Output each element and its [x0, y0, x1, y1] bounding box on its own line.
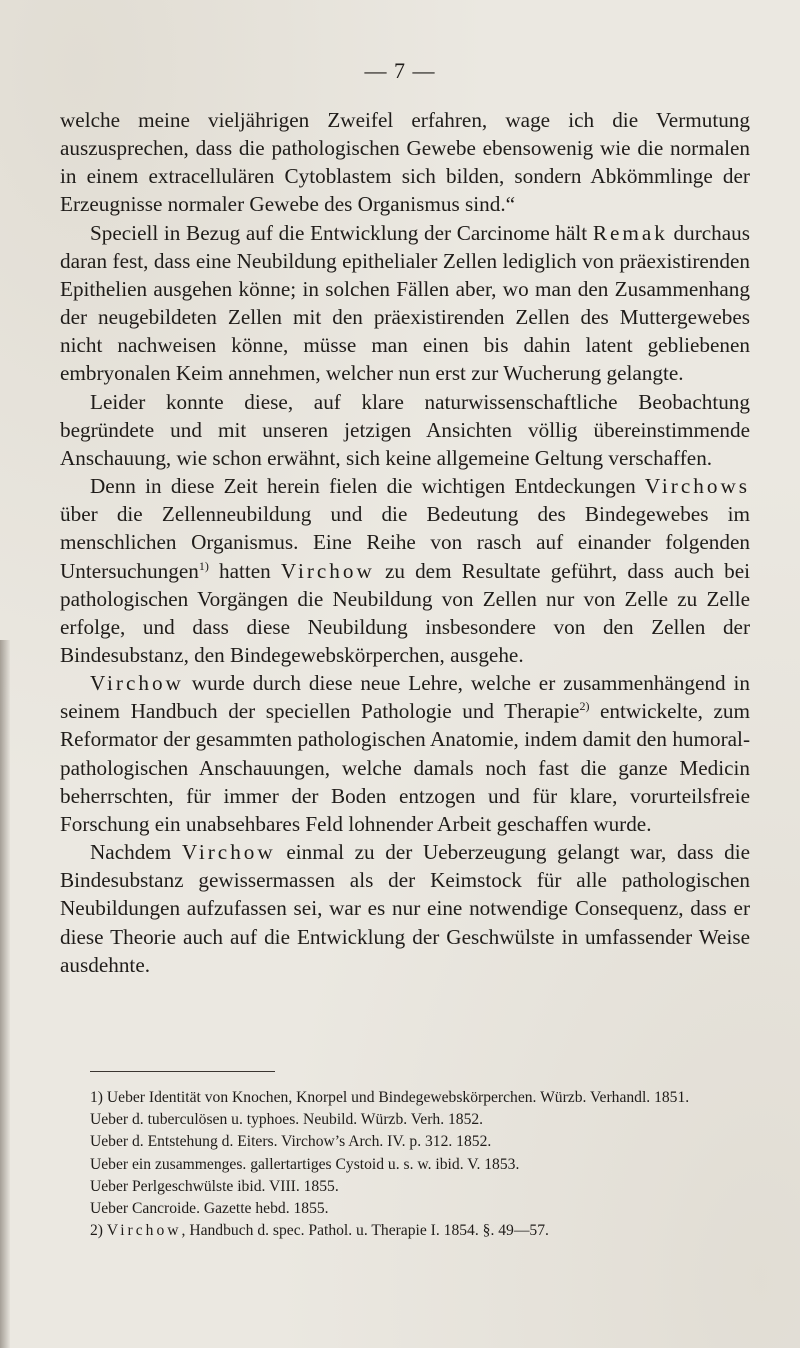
footnote-1-reference: Ueber ein zusammenges. gallertartiges Cystoid u. s. w. ibid. V. 1853.	[90, 1155, 520, 1173]
footnote-2	[60, 1220, 750, 1242]
footnote-1-reference: Ueber Cancroide. Gazette hebd. 1855.	[90, 1200, 329, 1218]
author-name-virchow: Virchow	[181, 840, 276, 865]
footnote-1-reference: Ueber Perlgeschwülste ibid. VIII. 1855.	[90, 1177, 339, 1195]
page-number: — 7 —	[364, 58, 436, 83]
paragraph-4-part-4: zu dem Resultate geführt, dass auch bei pathologischen Vorgängen die Neubildung von Zellen nur von Zelle zu Zelle erfolge, und dass diese Neubildung insbesondere von den Zellen der Bindesubstanz, den Bindegewebskörperchen, ausgehe.	[60, 558, 750, 667]
paragraph-5	[60, 669, 750, 838]
footnote-1-reference: Ueber d. tuberculösen u. typhoes. Neubild. Würzb. Verh. 1852.	[90, 1111, 484, 1129]
paragraph-2	[60, 219, 750, 388]
paragraph-1: welche meine vieljährigen Zweifel erfahren, wage ich die Vermutung auszusprechen, dass die pathologischen Gewebe ebensowenig wie die normalen in einem extracellulären Cytoblastem sich bilden, sondern Abkömmlinge der Erzeugnisse normaler Gewebe des Organismus sind.“	[60, 108, 750, 217]
footnote-2-number: 2)	[90, 1222, 107, 1240]
footnote-2-text: , Handbuch d. spec. Pathol. u. Therapie I. 1854. §. 49—57.	[181, 1222, 549, 1240]
paragraph-6-part-1: Nachdem	[90, 840, 182, 865]
footnote-1-reference: Ueber d. Entstehung d. Eiters. Virchow’s Arch. IV. p. 312. 1852.	[90, 1133, 492, 1151]
author-name-virchow: Virchow	[280, 558, 375, 583]
paragraph-3: Leider konnte diese, auf klare naturwissenschaftliche Beobachtung begründete und mit unseren jetzigen Ansichten völlig übereinstimmende Anschauung, wie schon erwähnt, sich keine allgemeine Geltung verschaffen.	[60, 389, 750, 470]
paragraph-5-part-1: wurde durch diese neue Lehre, welche er zusammenhängend in seinem Handbuch der speciellen Pathologie und Therapie	[60, 671, 750, 724]
paragraph-2-lead: Speciell in Bezug auf die Entwicklung der Carcinome hält	[90, 220, 593, 245]
paragraph-4	[60, 472, 750, 669]
page-spine-shadow	[0, 640, 10, 1348]
footnote-ref-2: 2)	[579, 699, 590, 714]
footnote-1: 1) Ueber Identität von Knochen, Knorpel und Bindegewebskörperchen. Würzb. Verhandl. 1851.	[90, 1089, 690, 1106]
paragraph-4-part-3: hatten	[208, 558, 281, 583]
paragraph-6-part-2: einmal zu der Ueberzeugung gelangt war, dass die Bindesubstanz gewissermassen als der Keimstock für alle pathologischen Neubildungen aufzufassen sei, war es nur eine notwendige Consequenz, dass er diese Theorie auch auf die Entwicklung der Geschwülste in umfassender Weise ausdehnte.	[60, 840, 750, 977]
footnotes	[60, 1087, 750, 1242]
footnote-ref-1: 1)	[198, 558, 209, 573]
main-text	[60, 106, 750, 979]
author-name-virchow: Virchow	[90, 671, 184, 696]
author-name-virchows: Virchows	[644, 474, 750, 499]
author-name-virchow: Virchow	[106, 1222, 182, 1240]
paragraph-4-part-2: über die Zellenneubildung und die Bedeutung des Bindegewebes im menschlichen Organismus. Eine Reihe von rasch auf einander folgenden Untersuchungen	[60, 502, 750, 583]
paragraph-5-part-2: entwickelte, zum Reformator der gesammten pathologischen Anatomie, indem damit den humoral-pathologischen Anschauungen, welche damals noch fast die ganze Medicin beherrschten, für immer der Boden entzogen und für klare, vorurteilsfreie Forschung ein unabsehbares Feld lohnender Arbeit geschaffen wurde.	[60, 699, 750, 836]
footnote-divider	[90, 1071, 275, 1072]
author-name-remak: Remak	[592, 220, 668, 245]
paragraph-6	[60, 838, 750, 979]
paragraph-4-part-1: Denn in diese Zeit herein fielen die wichtigen Entdeckungen	[90, 474, 645, 499]
paragraph-2-rest: durchaus daran fest, dass eine Neubildung epithelialer Zellen lediglich von präexistirenden Epithelien ausgehen könne; in solchen Fällen aber, wo man den Zusammenhang der neugebildeten Zellen mit den präexistirenden Zellen des Muttergewebes nicht nachweisen könne, müsse man einen bis dahin latent gebliebenen embryonalen Keim annehmen, welcher nun erst zur Wucherung gelangte.	[60, 220, 750, 386]
